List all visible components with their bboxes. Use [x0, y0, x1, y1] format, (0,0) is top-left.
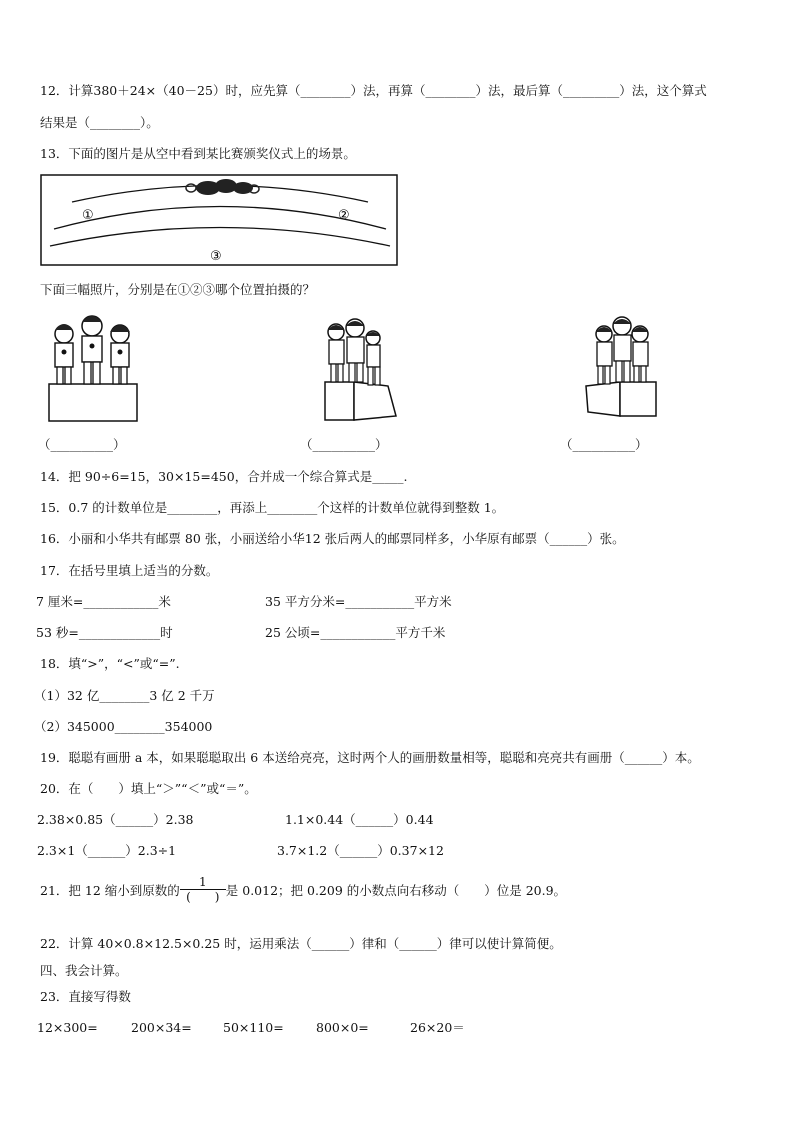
q20-title: 20．在（ ）填上“＞”“＜”或“＝”。 — [40, 781, 257, 796]
position-3-label: ③ — [210, 249, 222, 264]
q13-answer-3[interactable]: （__________） — [560, 437, 648, 452]
q23-item-2: 200×34= — [131, 1020, 192, 1035]
q21-prefix: 21．把 12 缩小到原数的 — [40, 883, 180, 898]
q13-question: 下面三幅照片，分别是在①②③哪个位置拍摄的？ — [40, 282, 316, 297]
q17-item-c: 53 秒=_____________时 — [36, 625, 173, 640]
position-1-label: ① — [82, 208, 94, 223]
q23-item-4: 800×0= — [316, 1020, 369, 1035]
q12-line1: 12．计算380＋24×（40－25）时，应先算（________）法，再算（________）法，最后算（_________）法，这个算式 — [40, 83, 707, 98]
q13-answer-2[interactable]: （__________） — [300, 437, 388, 452]
position-2-label: ② — [338, 208, 350, 223]
q18-title: 18．填“>”，“<”或“=”. — [40, 656, 180, 671]
q12-line2: 结果是（________）。 — [40, 115, 159, 130]
q22: 22．计算 40×0.8×12.5×0.25 时，运用乘法（______）律和（______）律可以使计算简便。 — [40, 936, 562, 951]
q16: 16．小丽和小华共有邮票 80 张，小丽送给小华12 张后两人的邮票同样多，小华原有邮票（______）张。 — [40, 531, 625, 546]
q17-item-b: 35 平方分米=___________平方米 — [265, 594, 452, 609]
q18-part-2: （2）345000________354000 — [34, 719, 213, 734]
fraction-numerator: 1 — [198, 875, 207, 889]
q19: 19．聪聪有画册 a 本，如果聪聪取出 6 本送给亮亮，这时两个人的画册数量相等，聪聪和亮亮共有画册（______）本。 — [40, 750, 700, 765]
photo-3-side-view — [580, 316, 662, 420]
q13-title: 13．下面的图片是从空中看到某比赛颁奖仪式上的场景。 — [40, 146, 356, 161]
q21 — [40, 877, 566, 906]
q20-item-c: 2.3×1（______）2.3÷1 — [37, 843, 177, 858]
q17-title: 17．在括号里填上适当的分数。 — [40, 563, 219, 578]
q17-item-d: 25 公顷=____________平方千米 — [265, 625, 446, 640]
q20-item-a: 2.38×0.85（______）2.38 — [37, 812, 194, 827]
photo-2-side-view — [320, 318, 400, 424]
q20-item-b: 1.1×0.44（______）0.44 — [285, 812, 434, 827]
q23-title: 23．直接写得数 — [40, 989, 131, 1004]
q18-part-1: （1）32 亿________3 亿 2 千万 — [34, 688, 215, 703]
q13-answer-1[interactable]: （__________） — [38, 437, 126, 452]
q23-item-5: 26×20＝ — [410, 1020, 465, 1035]
q15: 15．0.7 的计数单位是________，再添上________个这样的计数单位就得到整数 1。 — [40, 500, 505, 515]
q21-fraction — [180, 875, 226, 904]
q23-item-3: 50×110= — [223, 1020, 284, 1035]
q23-item-1: 12×300= — [37, 1020, 98, 1035]
fraction-denominator[interactable]: ( ) — [186, 890, 220, 904]
section-4-heading: 四、我会计算。 — [40, 963, 128, 978]
photo-1-front-view — [44, 310, 140, 425]
q21-suffix: 是 0.012；把 0.209 的小数点向右移动（ ）位是 20.9。 — [225, 883, 567, 898]
award-ceremony-top-view — [40, 174, 398, 267]
q17-item-a: 7 厘米=____________米 — [36, 594, 171, 609]
q20-item-d: 3.7×1.2（______）0.37×12 — [277, 843, 444, 858]
q14: 14．把 90÷6=15，30×15=450，合并成一个综合算式是_____. — [40, 469, 408, 484]
